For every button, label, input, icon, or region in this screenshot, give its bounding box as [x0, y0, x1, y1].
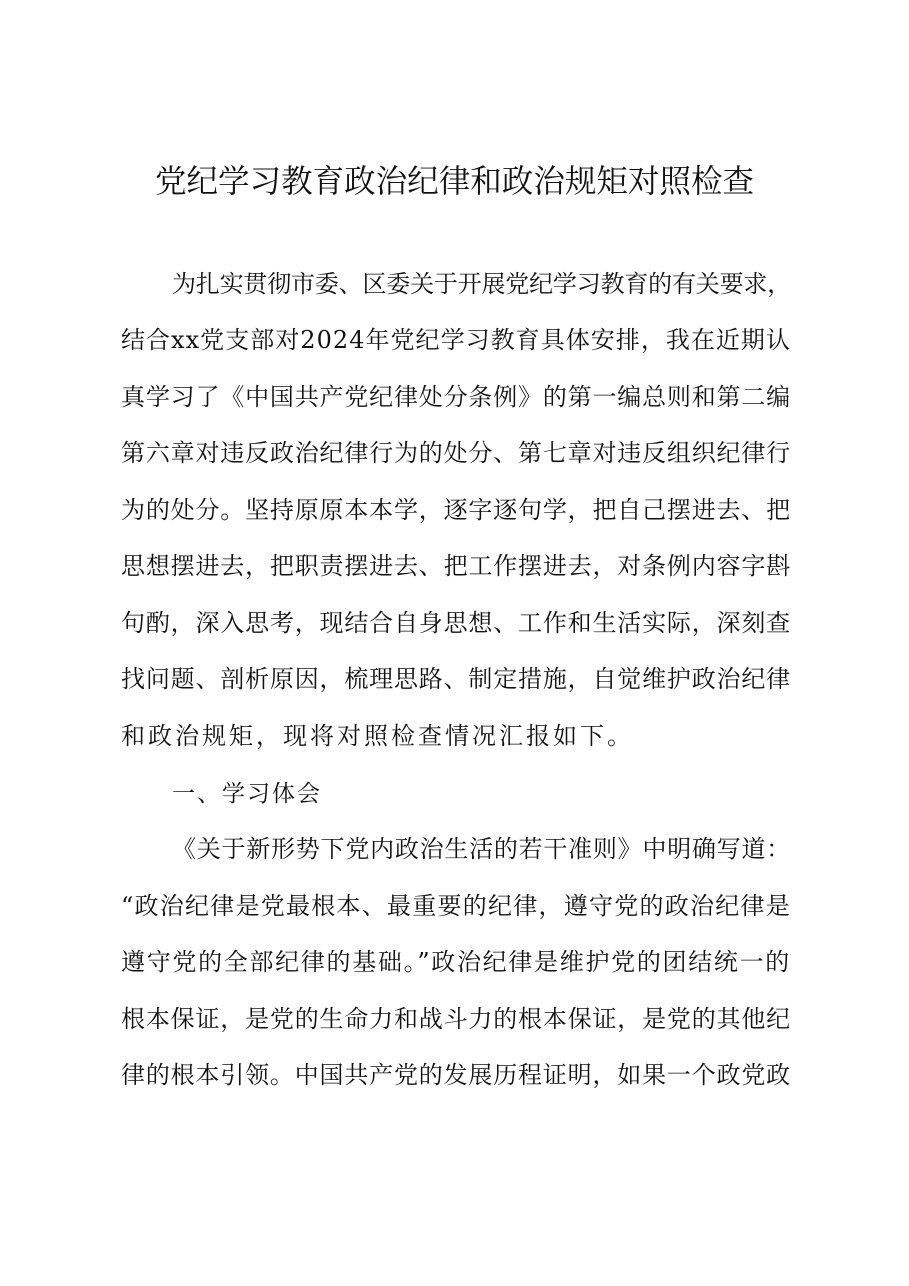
- paragraph-text: 《关于新形势下党内政治生活的若干准则》中明确写道：: [172, 835, 791, 863]
- paragraph-text: 结合xx党支部对2024年党纪学习教育具体安排，我在近期认: [121, 326, 791, 354]
- paragraph-line: [0, 264, 909, 304]
- paragraph-text: 句酌，深入思考，现结合自身思想、工作和生活实际，深刻查: [121, 609, 791, 637]
- section-heading: 一、学习体会: [172, 781, 322, 807]
- paragraph-line: [0, 659, 909, 699]
- paragraph-text: “政治纪律是党最根本、最重要的纪律，遵守党的政治纪律是: [121, 892, 791, 920]
- paragraph-text: 为扎实贯彻市委、区委关于开展党纪学习教育的有关要求，: [172, 270, 791, 298]
- paragraph-text: 根本保证，是党的生命力和战斗力的根本保证，是党的其他纪: [121, 1005, 791, 1033]
- paragraph-line: [0, 942, 909, 982]
- paragraph-line: [0, 377, 909, 417]
- paragraph-text: 为的处分。坚持原原本本学，逐字逐句学，把自己摆进去、把: [121, 496, 791, 524]
- paragraph-line: [0, 546, 909, 586]
- paragraph-text: 律的根本引领。中国共产党的发展历程证明，如果一个政党政: [121, 1061, 791, 1089]
- paragraph-line: [0, 320, 909, 360]
- paragraph-line: [0, 999, 909, 1039]
- paragraph-line: [0, 829, 909, 869]
- paragraph-text: 和政治规矩，现将对照检查情况汇报如下。: [121, 722, 634, 750]
- paragraph-text: 找问题、剖析原因，梳理思路、制定措施，自觉维护政治纪律: [121, 665, 791, 693]
- paragraph-line: [0, 433, 909, 473]
- paragraph-line: [0, 490, 909, 530]
- paragraph-text: 思想摆进去，把职责摆进去、把工作摆进去，对条例内容字斟: [121, 552, 791, 580]
- paragraph-line: [0, 886, 909, 926]
- paragraph-line: [0, 716, 909, 756]
- paragraph-text: 第六章对违反政治纪律行为的处分、第七章对违反组织纪律行: [121, 439, 791, 467]
- paragraph-line: [0, 603, 909, 643]
- paragraph-text: 遵守党的全部纪律的基础。”政治纪律是维护党的团结统一的: [121, 948, 791, 976]
- paragraph-line: [0, 1055, 909, 1095]
- paragraph-text: 真学习了《中国共产党纪律处分条例》的第一编总则和第二编: [121, 383, 791, 411]
- document-title: 党纪学习教育政治纪律和政治规矩对照检查: [154, 164, 755, 200]
